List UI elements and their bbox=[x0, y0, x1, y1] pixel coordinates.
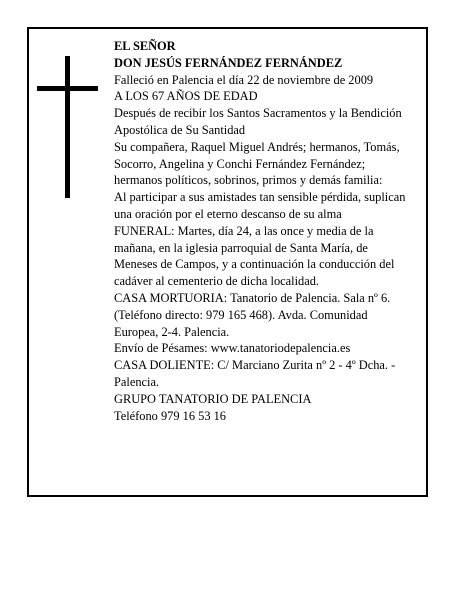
age-line: A LOS 67 AÑOS DE EDAD bbox=[114, 89, 258, 104]
funeral-line: FUNERAL: Martes, día 24, a las once y media de la mañana, en la iglesia parroquial de Santa María, de Meneses de Campos, y a continuación la conducción del cadáver al cementerio de dicha localidad. bbox=[114, 223, 395, 289]
cross-icon-bar bbox=[37, 86, 98, 91]
mortuary-line: CASA MORTUORIA: Tanatorio de Palencia. Sala nº 6. (Teléfono directo: 979 165 468). Avda. Comunidad Europea, 2-4. Palencia. bbox=[114, 290, 391, 339]
sacraments-line: Después de recibir los Santos Sacramentos y la Bendición Apostólica de Su Santidad bbox=[114, 106, 402, 137]
prayer-line: Al participar a sus amistades tan sensible pérdida, suplican una oración por el eterno descanso de su alma bbox=[114, 190, 406, 221]
family-line: Su compañera, Raquel Miguel Andrés; hermanos, Tomás, Socorro, Angelina y Conchi Fernández Fernández; hermanos políticos, sobrinos, primos y demás familia: bbox=[114, 139, 400, 188]
death-date-line: Falleció en Palencia el día 22 de noviembre de 2009 bbox=[114, 72, 374, 87]
cross-icon bbox=[65, 56, 70, 198]
obituary-text bbox=[114, 38, 414, 424]
group-line: GRUPO TANATORIO DE PALENCIA bbox=[114, 391, 312, 406]
phone-line: Teléfono 979 16 53 16 bbox=[114, 408, 227, 423]
deceased-name: DON JESÚS FERNÁNDEZ FERNÁNDEZ bbox=[114, 55, 343, 70]
condolences-line: Envío de Pésames: www.tanatoriodepalencia.es bbox=[114, 341, 351, 356]
mourning-house-line: CASA DOLIENTE: C/ Marciano Zurita nº 2 - 4º Dcha. - Palencia. bbox=[114, 358, 396, 389]
heading-el-senor: EL SEÑOR bbox=[114, 39, 176, 53]
